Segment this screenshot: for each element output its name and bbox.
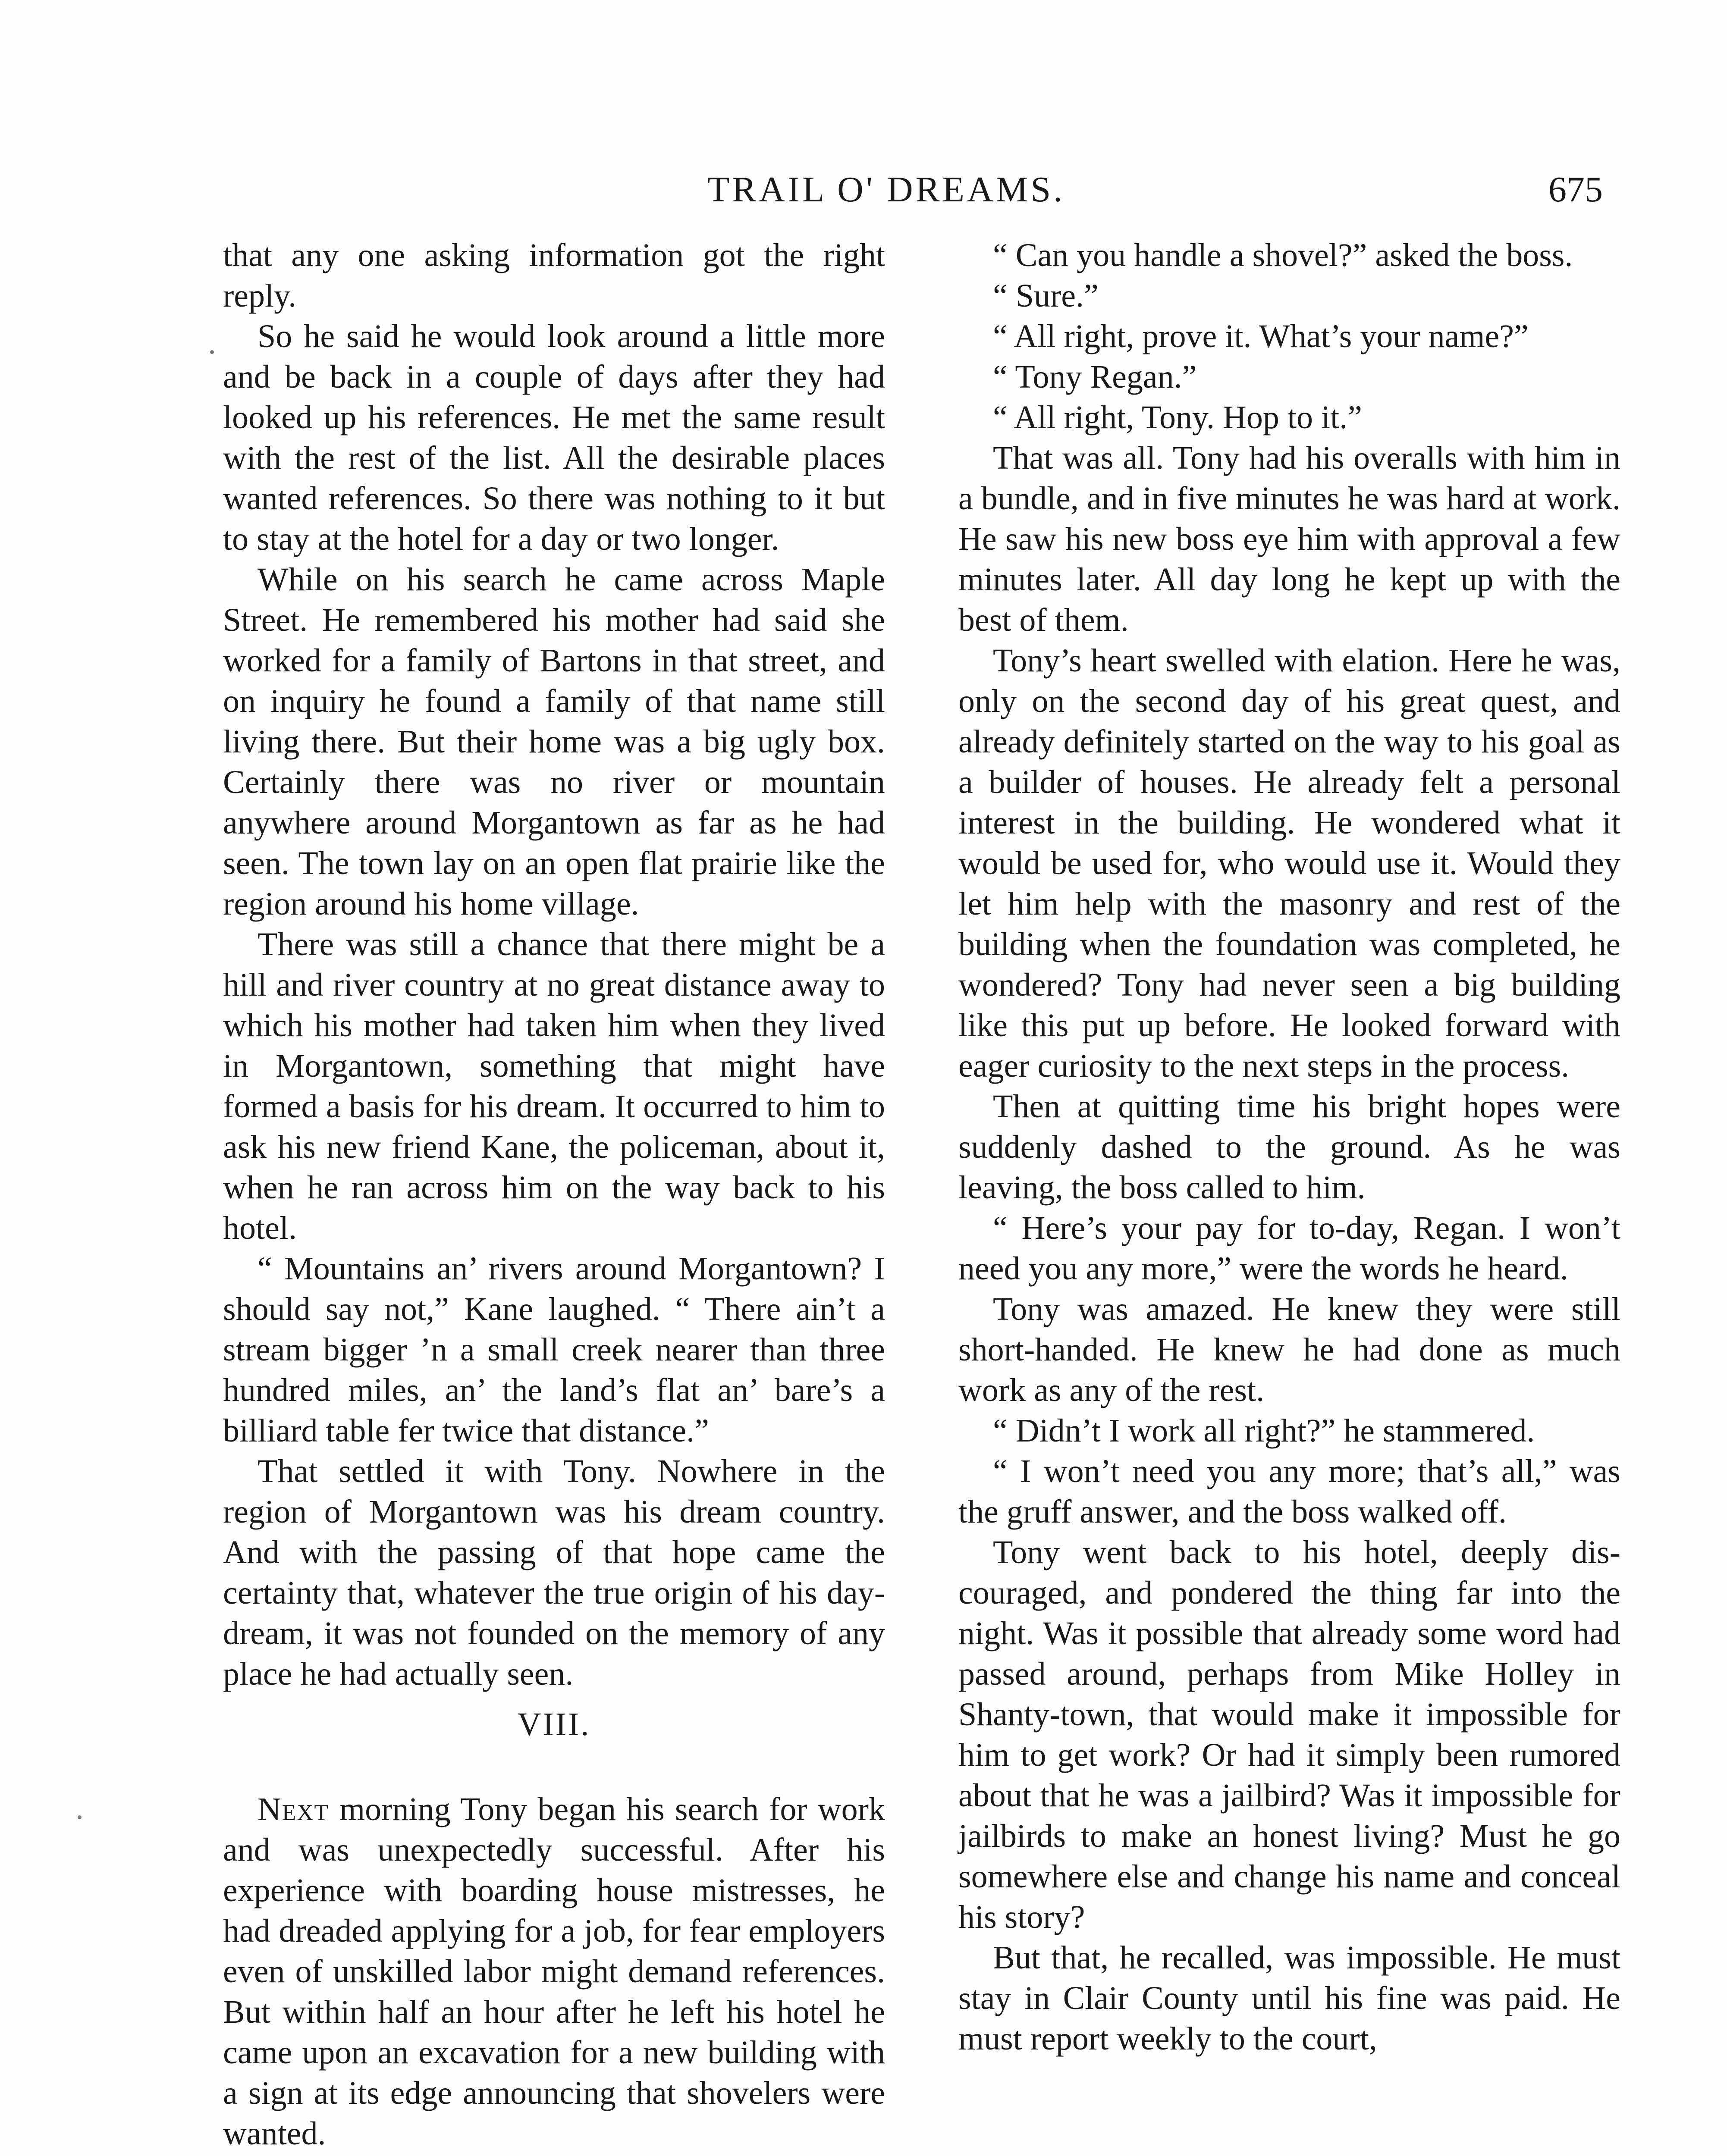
paragraph: “ I won’t need you any more; that’s all,” was the gruff answer, and the boss walked off. bbox=[958, 1453, 1620, 1530]
page-number: 675 bbox=[1548, 169, 1603, 210]
chapter-opening-text: morning Tony began his search for work and was unexpectedly successful. After his experience with boarding house mistresses, he had dreaded applying for a job, for fear employers even of unskilled labor might demand references. But within half an hour after he left his hotel he came upon an excavation for a new building with a sign at its edge announcing that shovelers were wanted. bbox=[223, 1791, 885, 2152]
paragraph: That was all. Tony had his overalls with him in a bundle, and in five minutes he was hard at work. He saw his new boss eye him with approval a few minutes later. All day long he kept up with the best of them. bbox=[958, 440, 1620, 638]
paragraph: “ Sure.” bbox=[993, 278, 1099, 314]
paragraph: “ Can you handle a shovel?” asked the boss. bbox=[993, 237, 1573, 273]
left-column bbox=[223, 235, 885, 2154]
paragraph: “ All right, Tony. Hop to it.” bbox=[993, 399, 1362, 436]
right-column bbox=[958, 235, 1620, 2059]
paragraph: “ Tony Regan.” bbox=[993, 359, 1197, 395]
paragraph: Then at quitting time his bright hopes were suddenly dashed to the ground. As he was leaving, the boss called to him. bbox=[958, 1088, 1620, 1206]
paragraph: That settled it with Tony. Nowhere in the region of Morgantown was his dream country. And with the passing of that hope came the certainty that, whatever the true origin of his day-dream, it was not founded on the memory of any place he had actually seen. bbox=[223, 1453, 885, 1692]
running-title: TRAIL O' DREAMS. bbox=[707, 169, 1065, 210]
chapter-opening-smallcaps: Next bbox=[257, 1791, 329, 1827]
chapter-heading: VIII. bbox=[517, 1706, 591, 1742]
paragraph: that any one asking information got the right reply. bbox=[223, 237, 885, 314]
speck-mark bbox=[78, 1815, 82, 1819]
paragraph: So he said he would look around a little more and be back in a couple of days after they had looked up his references. He met the same result with the rest of the list. All the desirable places wanted references. So there was nothing to it but to stay at the hotel for a day or two longer. bbox=[223, 318, 885, 557]
paragraph: “ Here’s your pay for to-day, Regan. I won’t need you any more,” were the words he heard. bbox=[958, 1210, 1620, 1287]
chapter-opening-paragraph bbox=[223, 1789, 885, 2154]
paragraph: Tony was amazed. He knew they were still short-handed. He knew he had done as much work as any of the rest. bbox=[958, 1291, 1620, 1408]
paragraph: But that, he recalled, was impossible. He must stay in Clair County until his fine was paid. He must report weekly to the court, bbox=[958, 1940, 1620, 2057]
paragraph: “ All right, prove it. What’s your name?” bbox=[993, 318, 1529, 354]
paragraph: “ Mountains an’ rivers around Morgantown? I should say not,” Kane laughed. “ There ain’t a stream bigger ’n a small creek nearer than three hundred miles, an’ the land’s flat an’ bare’s a billiard table fer twice that distance.” bbox=[223, 1250, 885, 1449]
running-header bbox=[0, 166, 1727, 213]
speck-mark bbox=[210, 350, 214, 354]
paragraph: Tony’s heart swelled with elation. Here he was, only on the second day of his great quest, and already definitely started on the way to his goal as a builder of houses. He already felt a personal interest in the building. He wondered what it would be used for, who would use it. Would they let him help with the masonry and rest of the building when the foundation was completed, he wondered? Tony had never seen a big building like this put up before. He looked forward with eager curiosity to the next steps in the process. bbox=[958, 642, 1620, 1084]
paragraph: Tony went back to his hotel, deeply discouraged, and pondered the thing far into the night. Was it possible that already some word had passed around, perhaps from Mike Holley in Shanty-town, that would make it impossible for him to get work? Or had it simply been rumored about that he was a jailbird? Was it impossible for jailbirds to make an honest living? Must he go somewhere else and change his name and conceal his story? bbox=[958, 1534, 1620, 1935]
paragraph: While on his search he came across Maple Street. He remembered his mother had said she worked for a family of Bartons in that street, and on inquiry he found a family of that name still living there. But their home was a big ugly box. Certainly there was no river or mountain anywhere around Morgantown as far as he had seen. The town lay on an open flat prairie like the region around his home village. bbox=[223, 561, 885, 922]
paragraph: “ Didn’t I work all right?” he stammered. bbox=[993, 1413, 1535, 1449]
paragraph: There was still a chance that there might be a hill and river country at no great distance away to which his mother had taken him when they lived in Morgantown, something that might have formed a basis for his dream. It occurred to him to ask his new friend Kane, the policeman, about it, when he ran across him on the way back to his hotel. bbox=[223, 926, 885, 1246]
